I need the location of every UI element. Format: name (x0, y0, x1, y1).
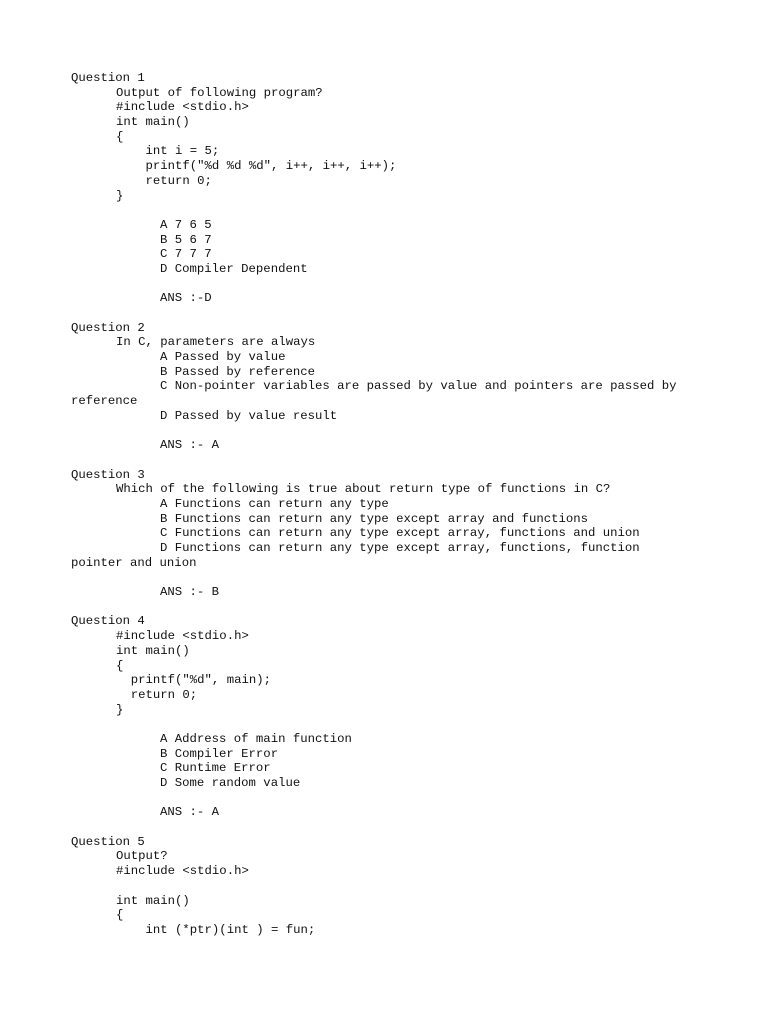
option-c: C Runtime Error (160, 761, 271, 776)
question-label: Question 2 (71, 320, 145, 335)
option-a: A Address of main function (160, 731, 352, 746)
code-line: printf("%d %d %d", i++, i++, i++); (116, 159, 397, 174)
code-line: int main() (116, 643, 190, 658)
document-page (71, 71, 711, 938)
question-stem: In C, parameters are always (116, 335, 316, 350)
code-line: printf("%d", main); (116, 673, 271, 688)
code-line: int main() (116, 893, 190, 908)
code-line (71, 879, 711, 894)
option-c: C 7 7 7 (160, 247, 212, 262)
option-c: C Non-pointer variables are passed by value and pointers are passed by (160, 379, 677, 394)
code-line: int (*ptr)(int ) = fun; (116, 922, 316, 937)
code-line: return 0; (116, 173, 212, 188)
question-3 (71, 468, 711, 615)
code-line: int i = 5; (116, 144, 220, 159)
option-a: A Passed by value (160, 350, 286, 365)
question-label: Question 3 (71, 467, 145, 482)
code-line: { (116, 129, 124, 144)
code-line: int main() (116, 115, 190, 130)
code-line: { (116, 908, 124, 923)
option-c-continuation: reference (71, 394, 138, 409)
option-d: D Functions can return any type except array, functions, function (160, 541, 640, 555)
answer: ANS :- A (160, 438, 220, 453)
option-b: B Compiler Error (160, 746, 279, 761)
option-b: B Functions can return any type except array and functions (160, 511, 589, 526)
question-label: Question 1 (71, 71, 145, 85)
code-line: return 0; (116, 687, 198, 702)
answer: ANS :- A (160, 805, 220, 820)
answer: ANS :-D (160, 291, 212, 306)
code-line: { (116, 658, 124, 673)
code-line: #include <stdio.h> (116, 864, 249, 879)
option-d: D Passed by value result (160, 408, 338, 423)
question-stem: Which of the following is true about return type of functions in C? (116, 482, 611, 497)
question-1 (71, 71, 711, 321)
option-d: D Compiler Dependent (160, 261, 308, 276)
option-d-continuation: pointer and union (71, 555, 197, 570)
question-stem: Output of following program? (116, 85, 323, 100)
question-label: Question 5 (71, 834, 145, 849)
question-4 (71, 614, 711, 834)
code-line: } (116, 188, 124, 203)
question-2 (71, 321, 711, 468)
option-a: A Functions can return any type (160, 496, 389, 511)
option-d: D Some random value (160, 776, 301, 790)
option-b: B Passed by reference (160, 364, 315, 379)
code-line: #include <stdio.h> (116, 100, 249, 115)
code-line: } (116, 702, 124, 717)
question-5 (71, 835, 711, 938)
option-b: B 5 6 7 (160, 232, 212, 247)
question-stem: Output? (116, 849, 168, 864)
option-a: A 7 6 5 (160, 217, 212, 232)
answer: ANS :- B (160, 585, 220, 600)
code-line: #include <stdio.h> (116, 629, 249, 644)
option-c: C Functions can return any type except array, functions and union (160, 526, 640, 541)
question-label: Question 4 (71, 614, 145, 629)
